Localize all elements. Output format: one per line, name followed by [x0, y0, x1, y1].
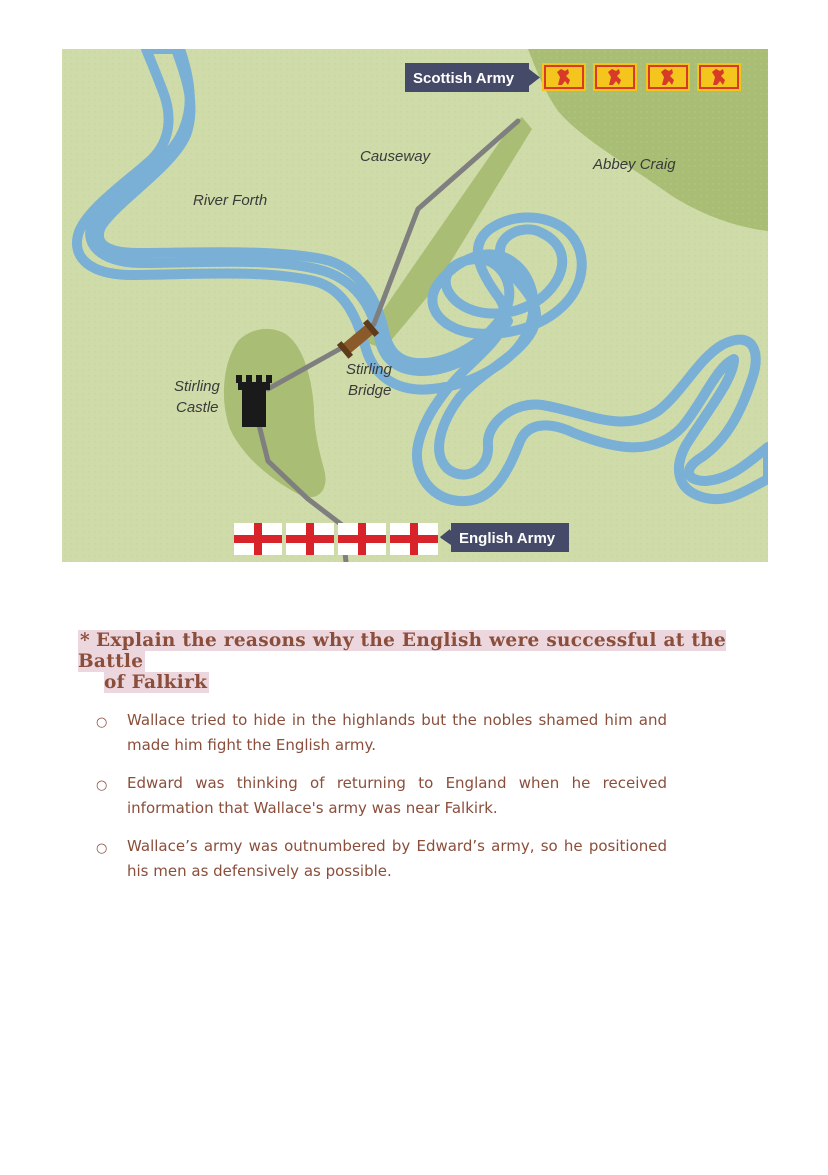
- list-item: [96, 771, 667, 821]
- list-item: [96, 708, 667, 758]
- heading-line-2: of Falkirk: [104, 672, 208, 693]
- english-army-label-box: [440, 523, 569, 552]
- scottish-army-label: Scottish Army: [413, 70, 515, 87]
- asterisk-icon: *: [80, 630, 90, 651]
- list-item-text: Edward was thinking of returning to England when he received information that Wallace's army was near Falkirk.: [127, 774, 667, 817]
- question-heading: [78, 630, 768, 693]
- battle-map: [62, 49, 768, 562]
- abbey-craig-label: Abbey Craig: [593, 156, 676, 173]
- list-item-text: Wallace tried to hide in the highlands but the nobles shamed him and made him fight the English army.: [127, 711, 667, 754]
- heading-line-1: Explain the reasons why the English were successful at the Battle: [78, 630, 727, 672]
- bullet-circle-icon: ○: [96, 715, 108, 730]
- stirling-bridge-label-1: Stirling: [346, 361, 392, 378]
- causeway-label: Causeway: [360, 148, 431, 165]
- stirling-castle-label-2: Castle: [176, 399, 219, 416]
- river-forth-label: River Forth: [193, 192, 268, 209]
- stirling-castle-label-1: Stirling: [174, 378, 220, 395]
- stirling-bridge-label-2: Bridge: [348, 382, 392, 399]
- scottish-army-label-box: [405, 63, 540, 92]
- bullet-circle-icon: ○: [96, 778, 108, 793]
- english-army-label: English Army: [459, 530, 556, 547]
- list-item-text: Wallace’s army was outnumbered by Edward’s army, so he positioned his men as defensively as possible.: [127, 837, 667, 880]
- bullet-circle-icon: ○: [96, 841, 108, 856]
- list-item: [96, 834, 667, 884]
